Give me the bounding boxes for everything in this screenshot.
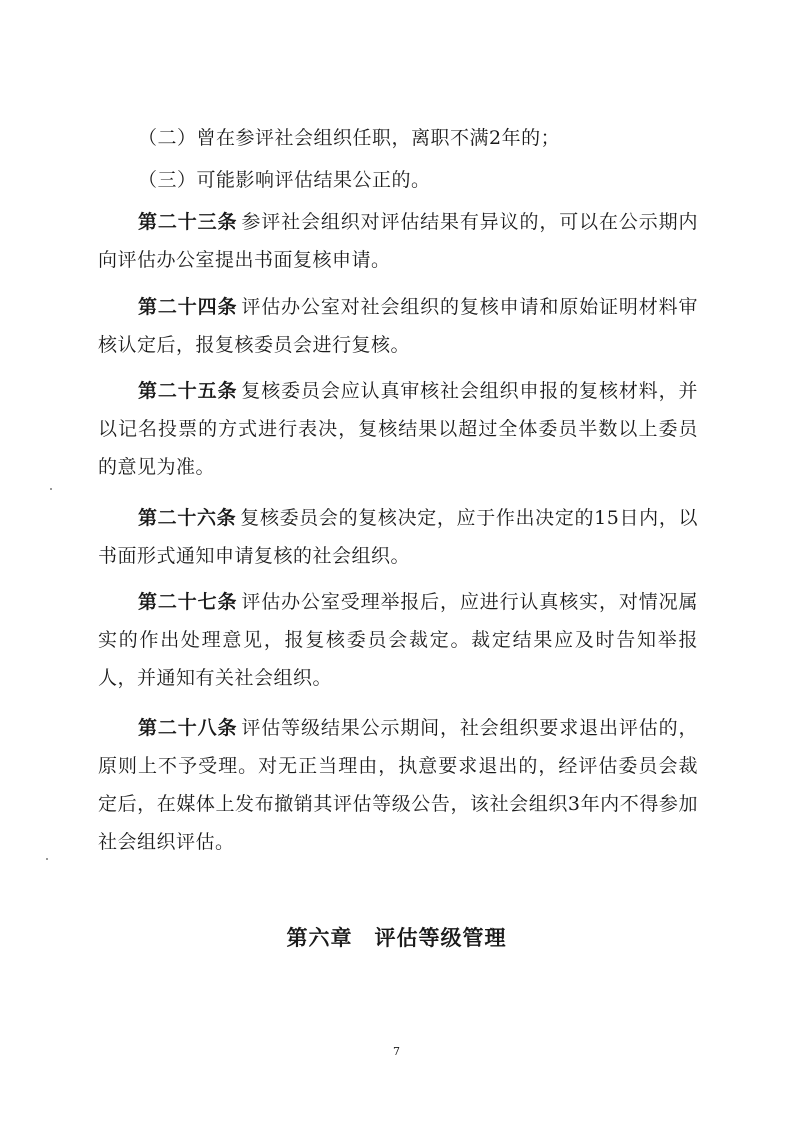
article-number: 第二十八条 [138,717,238,739]
article-number: 第二十五条 [138,380,238,402]
article-26 [98,499,698,575]
article-28 [98,709,698,861]
article-text: 评估办公室受理举报后，应进行认真核实，对情况属实的作出处理意见，报复核委员会裁定。裁定结果应及时告知举报人，并通知有关社会组织。 [98,591,698,689]
clause-text: （三）可能影响评估结果公正的。 [138,169,431,191]
article-text: 复核委员会的复核决定，应于作出决定的15日内，以书面形式通知申请复核的社会组织。 [98,507,698,567]
clause-item-3 [98,161,698,199]
article-27 [98,583,698,697]
chapter-number: 第六章 [286,926,353,950]
article-text: 评估等级结果公示期间，社会组织要求退出评估的，原则上不予受理。对无正当理由，执意要求退出的，经评估委员会裁定后，在媒体上发布撤销其评估等级公告，该社会组织3年内不得参加社会组织评估。 [98,717,698,853]
article-number: 第二十三条 [138,211,238,233]
scan-speck [46,858,48,860]
article-text: 复核委员会应认真审核社会组织申报的复核材料，并以记名投票的方式进行表决，复核结果以超过全体委员半数以上委员的意见为准。 [98,380,698,478]
article-23 [98,203,698,279]
article-text: 评估办公室对社会组织的复核申请和原始证明材料审核认定后，报复核委员会进行复核。 [98,296,698,356]
article-25 [98,372,698,486]
scan-speck [50,488,52,490]
clause-item-2 [98,119,698,157]
clause-text: （二）曾在参评社会组织任职，离职不满2年的； [138,127,561,149]
article-number: 第二十七条 [138,591,238,613]
page-number: 7 [393,1045,400,1058]
article-text: 参评社会组织对评估结果有异议的，可以在公示期内向评估办公室提出书面复核申请。 [98,211,698,271]
article-number: 第二十四条 [138,296,238,318]
chapter-heading [0,922,793,952]
article-24 [98,288,698,364]
chapter-title: 评估等级管理 [374,926,507,950]
article-number: 第二十六条 [138,507,237,529]
